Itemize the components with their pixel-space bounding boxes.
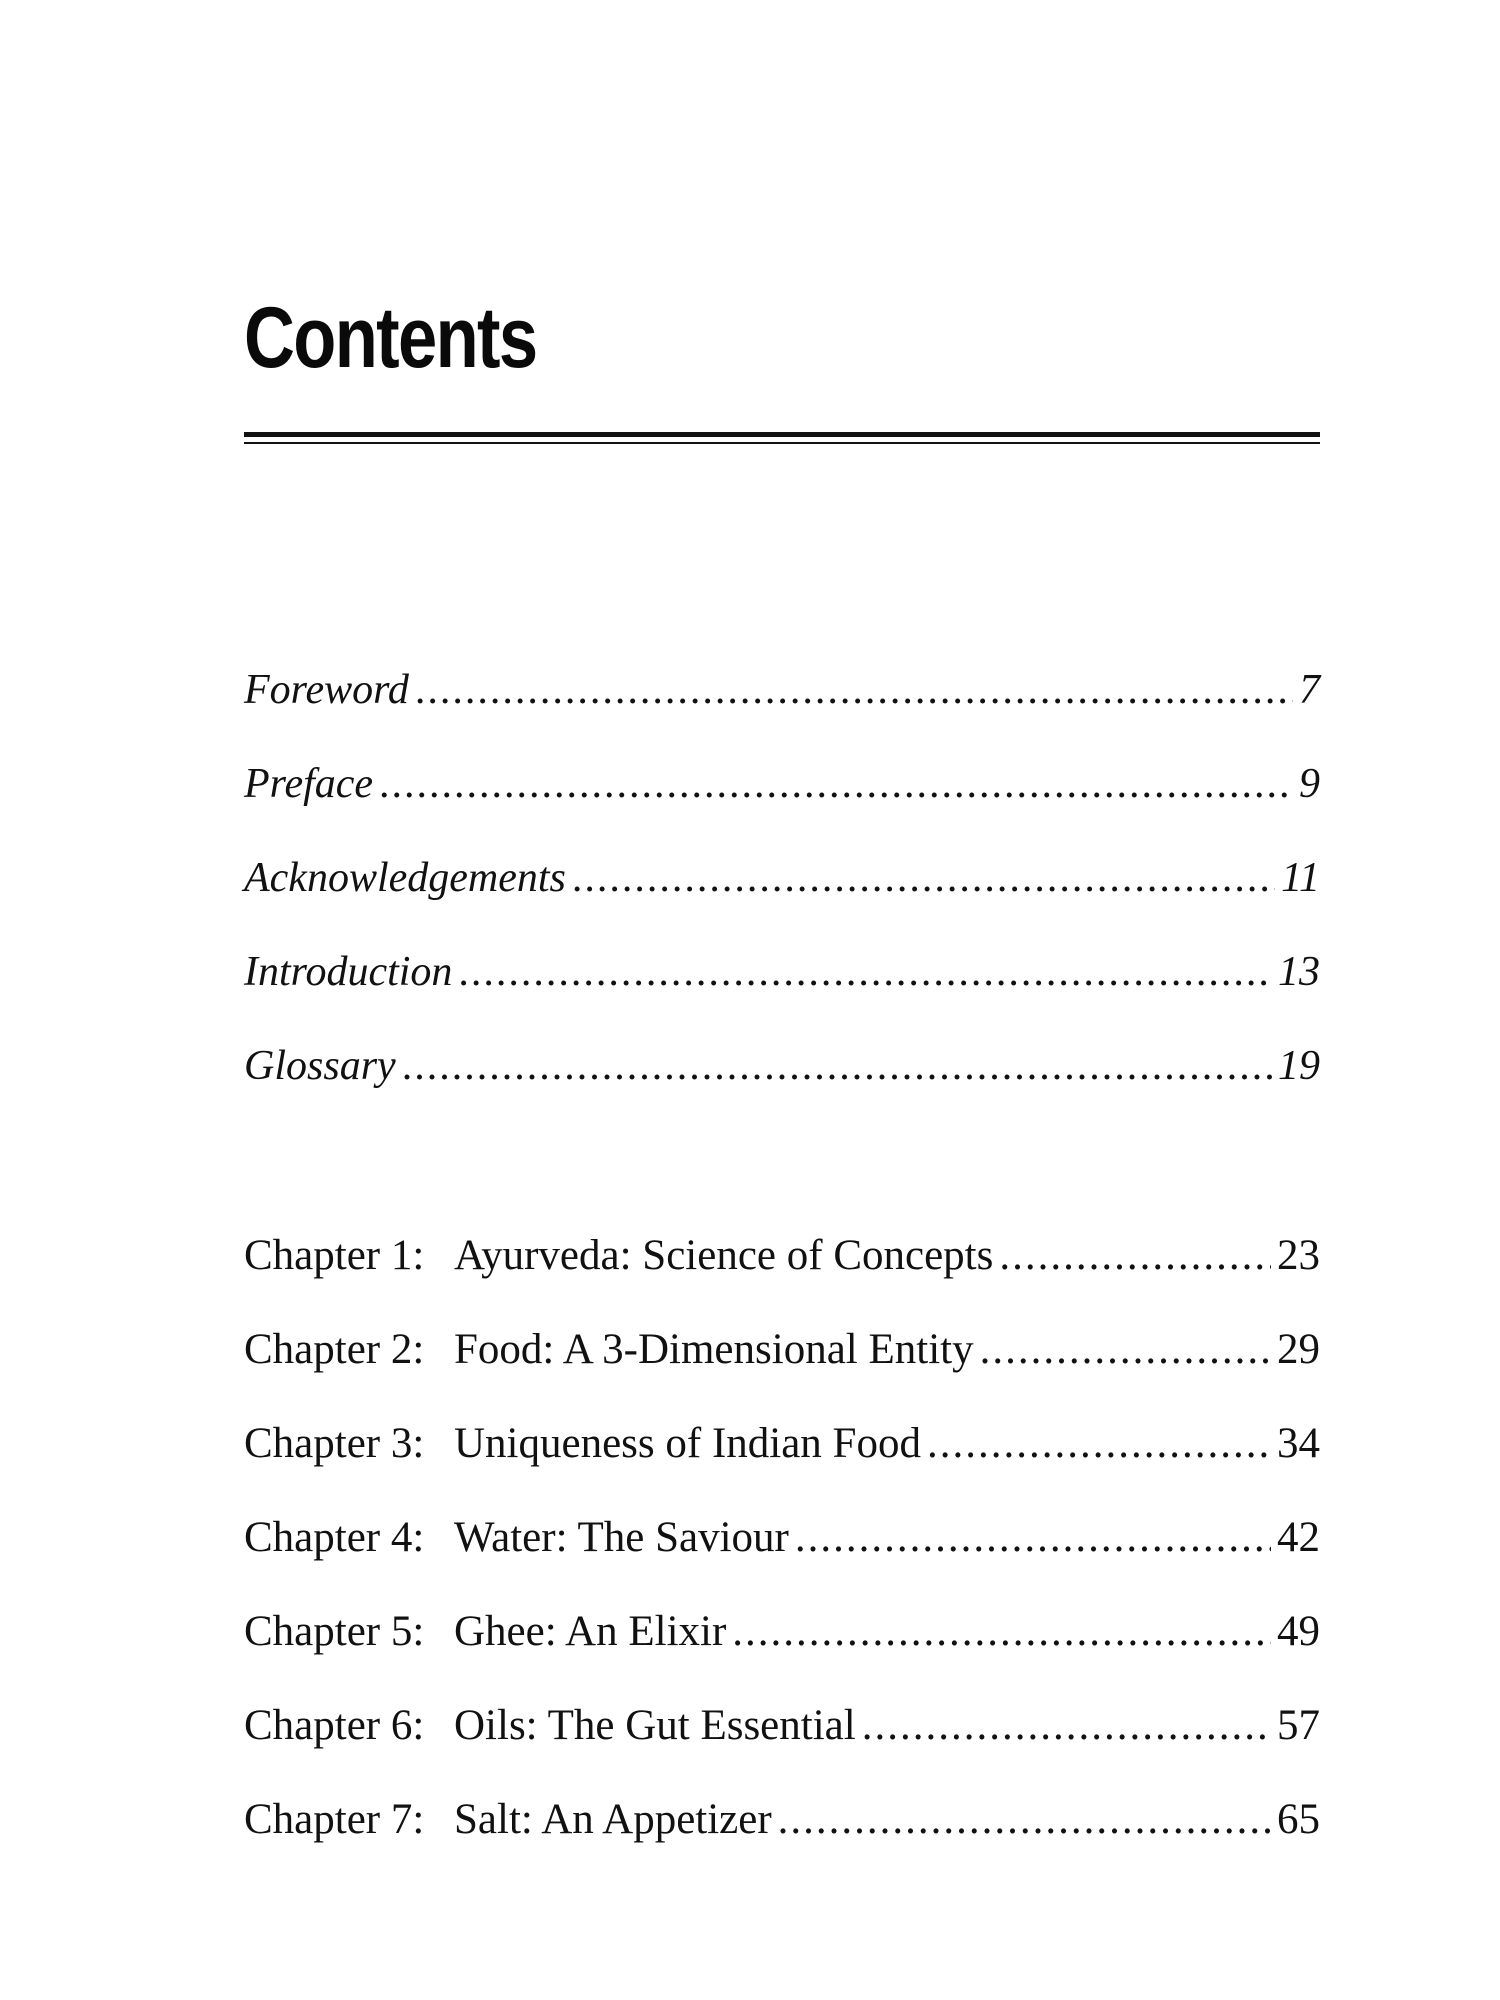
title-rule-thin	[244, 442, 1320, 444]
dot-leader	[999, 1226, 1271, 1286]
toc-entry-page: 29	[1277, 1326, 1320, 1373]
toc-entry-chapter-6[interactable]	[244, 1696, 1320, 1790]
chapter-title: Ayurveda: Science of Concepts	[454, 1232, 994, 1279]
toc-entry-chapter-1[interactable]	[244, 1226, 1320, 1320]
toc-entry-page: 13	[1278, 949, 1320, 995]
toc-entry-chapter-2[interactable]	[244, 1320, 1320, 1414]
chapter-number: Chapter 3:	[244, 1420, 425, 1467]
toc-entry-foreword[interactable]	[244, 660, 1320, 754]
chapter-number: Chapter 1:	[244, 1232, 425, 1279]
dot-leader	[778, 1790, 1271, 1850]
toc-entry-introduction[interactable]	[244, 942, 1320, 1036]
toc-entry-page: 57	[1277, 1702, 1320, 1749]
chapter-title: Uniqueness of Indian Food	[454, 1420, 921, 1467]
dot-leader	[572, 848, 1275, 908]
chapter-number: Chapter 2:	[244, 1326, 425, 1373]
toc-entry-page: 65	[1277, 1796, 1320, 1843]
dot-leader	[980, 1320, 1271, 1380]
toc-entry-page: 7	[1299, 667, 1320, 713]
toc-entry-label: Introduction	[244, 949, 453, 995]
chapter-number: Chapter 7:	[244, 1796, 425, 1843]
dot-leader	[927, 1414, 1271, 1474]
toc-entry-page: 23	[1277, 1232, 1320, 1279]
chapter-number: Chapter 6:	[244, 1702, 425, 1749]
toc-entry-glossary[interactable]	[244, 1036, 1320, 1130]
chapter-title: Salt: An Appetizer	[454, 1796, 772, 1843]
toc-entry-label: Preface	[244, 761, 374, 807]
chapter-title: Oils: The Gut Essential	[454, 1702, 856, 1749]
dot-leader	[415, 660, 1293, 720]
title-rule-thick	[244, 432, 1320, 437]
toc-entry-page: 42	[1277, 1514, 1320, 1561]
page-title: Contents	[244, 290, 537, 386]
toc-entry-page: 49	[1277, 1608, 1320, 1655]
chapter-title: Ghee: An Elixir	[454, 1608, 727, 1655]
toc-entry-label: Foreword	[244, 667, 409, 713]
chapter-title: Food: A 3-Dimensional Entity	[454, 1326, 974, 1373]
chapter-list	[244, 1226, 1320, 1884]
toc-entry-acknowledgements[interactable]	[244, 848, 1320, 942]
dot-leader	[458, 942, 1272, 1002]
toc-entry-chapter-7[interactable]	[244, 1790, 1320, 1884]
dot-leader	[862, 1696, 1271, 1756]
toc-entry-chapter-3[interactable]	[244, 1414, 1320, 1508]
toc-entry-page: 34	[1277, 1420, 1320, 1467]
toc-entry-page: 9	[1299, 761, 1320, 807]
chapter-number: Chapter 4:	[244, 1514, 425, 1561]
dot-leader	[732, 1602, 1271, 1662]
dot-leader	[379, 754, 1293, 814]
toc-entry-label: Glossary	[244, 1043, 396, 1089]
toc-entry-page: 19	[1278, 1043, 1320, 1089]
front-matter-list	[244, 660, 1320, 1130]
toc-entry-page: 11	[1281, 855, 1320, 901]
chapter-title: Water: The Saviour	[454, 1514, 789, 1561]
dot-leader	[795, 1508, 1271, 1568]
dot-leader	[402, 1036, 1272, 1096]
toc-entry-preface[interactable]	[244, 754, 1320, 848]
toc-entry-label: Acknowledgements	[244, 855, 566, 901]
toc-entry-chapter-4[interactable]	[244, 1508, 1320, 1602]
chapter-number: Chapter 5:	[244, 1608, 425, 1655]
toc-entry-chapter-5[interactable]	[244, 1602, 1320, 1696]
